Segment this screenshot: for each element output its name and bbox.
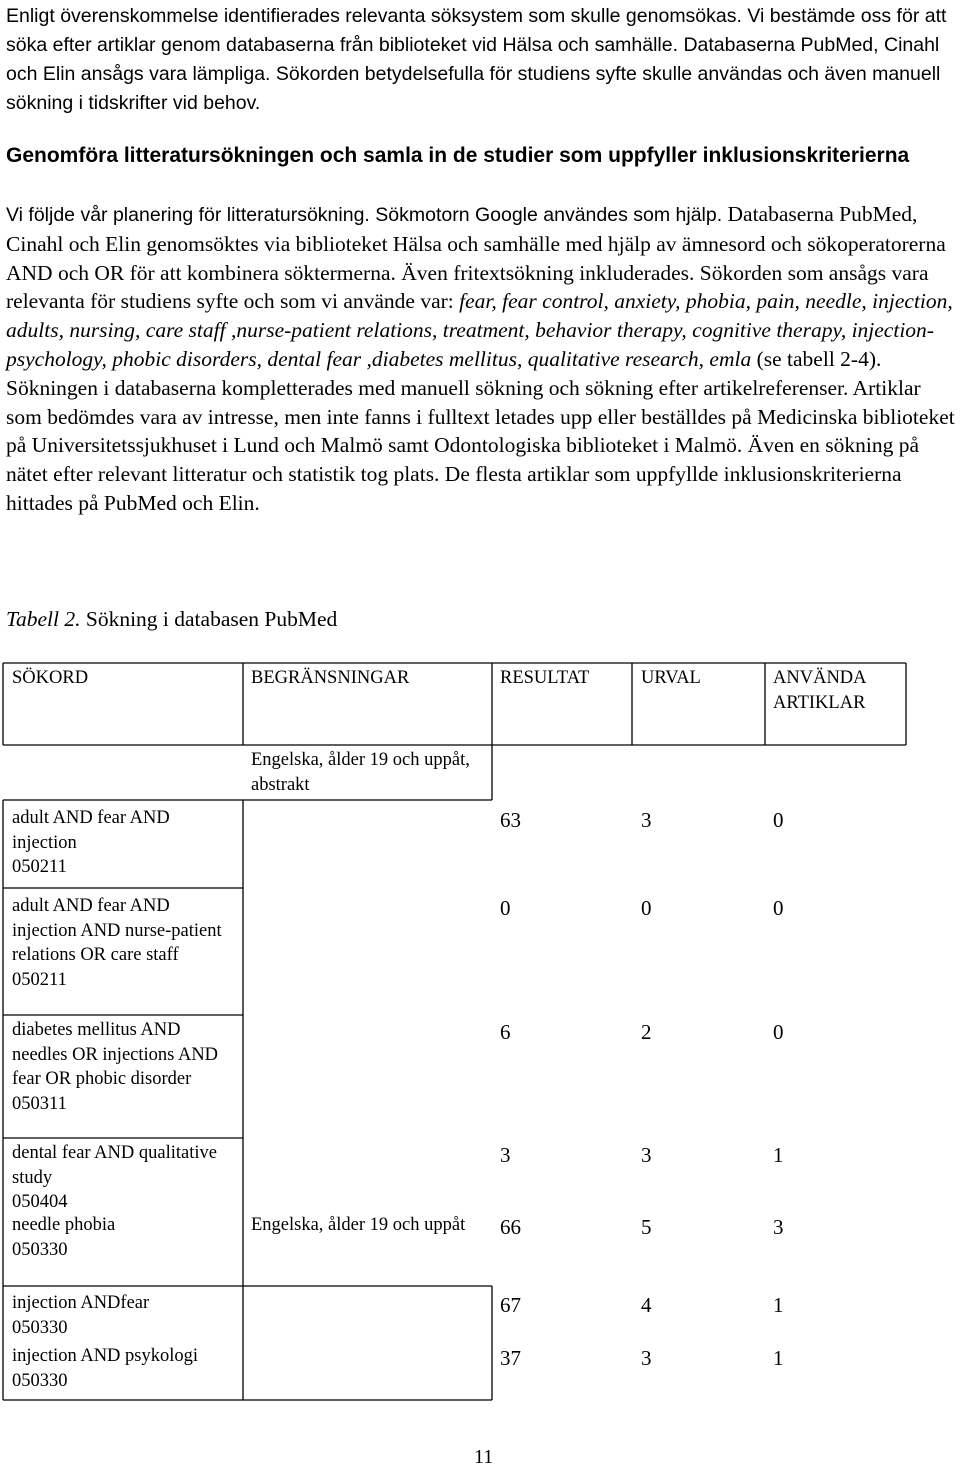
anvanda-value: 1: [773, 1143, 784, 1167]
header-anvanda-artiklar: ANVÄNDA ARTIKLAR: [773, 668, 866, 713]
intro-paragraph: Enligt överenskommelse identifierades relevanta söksystem som skulle genomsökas. Vi bestämde oss för att söka efter artiklar genom databaserna från biblioteket vid Hälsa och samhälle. Databaserna PubMed, Cinahl och Elin ansågs vara lämpliga. Sökorden betydelsefulla för studiens syfte skulle användas och även manuell sökning i tidskrifter vid behov.: [6, 5, 947, 114]
search-term: injection AND psykologi: [12, 1346, 199, 1366]
body-sentence: Databaserna PubMed, Cinahl och Elin genomsöktes via biblioteket Hälsa och samhälle med hjälp av ämnesord och sökoperatorerna AND och OR för att kombinera söktermerna. Även fritextsökning inkluderades. Sökorden som ansågs vara relevanta för studiens syfte och som vi använde var:: [6, 202, 946, 314]
search-term-cell: [12, 1018, 234, 1116]
resultat-value: 6: [500, 1020, 511, 1044]
anvanda-value: 0: [773, 1020, 784, 1044]
body-sentence: Vi följde vår planering för litteratursökning.: [6, 204, 370, 226]
search-date: 050311: [12, 1093, 67, 1114]
resultat-value: 37: [500, 1346, 521, 1370]
header-urval: URVAL: [641, 668, 701, 688]
search-term: injection ANDfear: [12, 1293, 150, 1313]
resultat-value: 0: [500, 896, 511, 920]
urval-value: 3: [641, 1346, 652, 1370]
limitation-cell: Engelska, ålder 19 och uppåt, abstrakt: [251, 750, 470, 795]
search-term: adult AND fear AND injection AND nurse-patient relations OR care staff: [12, 896, 222, 965]
table-caption-text: Sökning i databasen PubMed: [80, 607, 338, 631]
resultat-value: 3: [500, 1143, 511, 1167]
anvanda-value: 1: [773, 1346, 784, 1370]
resultat-value: 66: [500, 1215, 521, 1239]
resultat-value: 63: [500, 808, 521, 832]
header-sokord: SÖKORD: [12, 668, 89, 688]
urval-value: 3: [641, 808, 652, 832]
search-date: 050211: [12, 857, 67, 877]
section-heading: Genomföra litteratursökningen och samla in de studier som uppfyller inklusionskriterierna: [6, 144, 910, 167]
search-term-cell: [12, 1213, 234, 1262]
search-term-cell: [12, 894, 234, 992]
urval-value: 4: [641, 1293, 652, 1317]
urval-value: 5: [641, 1215, 652, 1239]
anvanda-value: 0: [773, 808, 784, 832]
search-date: 050330: [12, 1317, 68, 1338]
resultat-value: 67: [500, 1293, 521, 1317]
page-number: 11: [474, 1446, 494, 1468]
table-caption-label: Tabell 2.: [6, 607, 81, 631]
keyword-list: fear, fear control, anxiety, phobia, pain, needle, injection, adults, nursing, care staff ,nurse-patient relations, treatment, behavior therapy, cognitive therapy, injection-psychology, phobic disorders, dental fear ,diabetes mellitus, qualitative research, emla: [6, 289, 953, 371]
search-date: 050330: [12, 1239, 68, 1260]
search-term: dental fear AND qualitative study: [12, 1143, 217, 1188]
search-term: needle phobia: [12, 1215, 116, 1235]
search-term-cell: [12, 1291, 234, 1340]
anvanda-value: 0: [773, 896, 784, 920]
search-term-cell: [12, 806, 234, 880]
urval-value: 0: [641, 896, 652, 920]
search-term-cell: [12, 1141, 234, 1215]
header-begransningar: BEGRÄNSNINGAR: [251, 668, 410, 688]
header-resultat: RESULTAT: [500, 668, 590, 688]
limitation-cell: Engelska, ålder 19 och uppåt: [251, 1215, 466, 1235]
body-sentence: Sökmotorn Google användes som hjälp.: [369, 204, 723, 226]
urval-value: 2: [641, 1020, 652, 1044]
search-date: 050330: [12, 1370, 68, 1391]
search-term: adult AND fear AND injection: [12, 808, 170, 853]
body-sentence: (se tabell 2-4). Sökningen i databaserna kompletterades med manuell sökning och sökning efter artikelreferenser. Artiklar som bedömdes vara av intresse, men inte fanns i fulltext letades upp eller beställdes på Medicinska biblioteket på Universitetssjukhuset i Lund och Malmö samt Odontologiska biblioteket i Malmö. Även en sökning på nätet efter relevant litteratur och statistik tog plats. De flesta artiklar som uppfyllde inklusionskriterierna hittades på PubMed och Elin.: [6, 346, 955, 515]
search-term: diabetes mellitus AND needles OR injections AND fear OR phobic disorder: [12, 1020, 219, 1089]
anvanda-value: 1: [773, 1293, 784, 1317]
search-date: 050404: [12, 1192, 68, 1212]
search-term-cell: [12, 1344, 234, 1393]
anvanda-value: 3: [773, 1215, 784, 1239]
urval-value: 3: [641, 1143, 652, 1167]
search-date: 050211: [12, 969, 67, 990]
